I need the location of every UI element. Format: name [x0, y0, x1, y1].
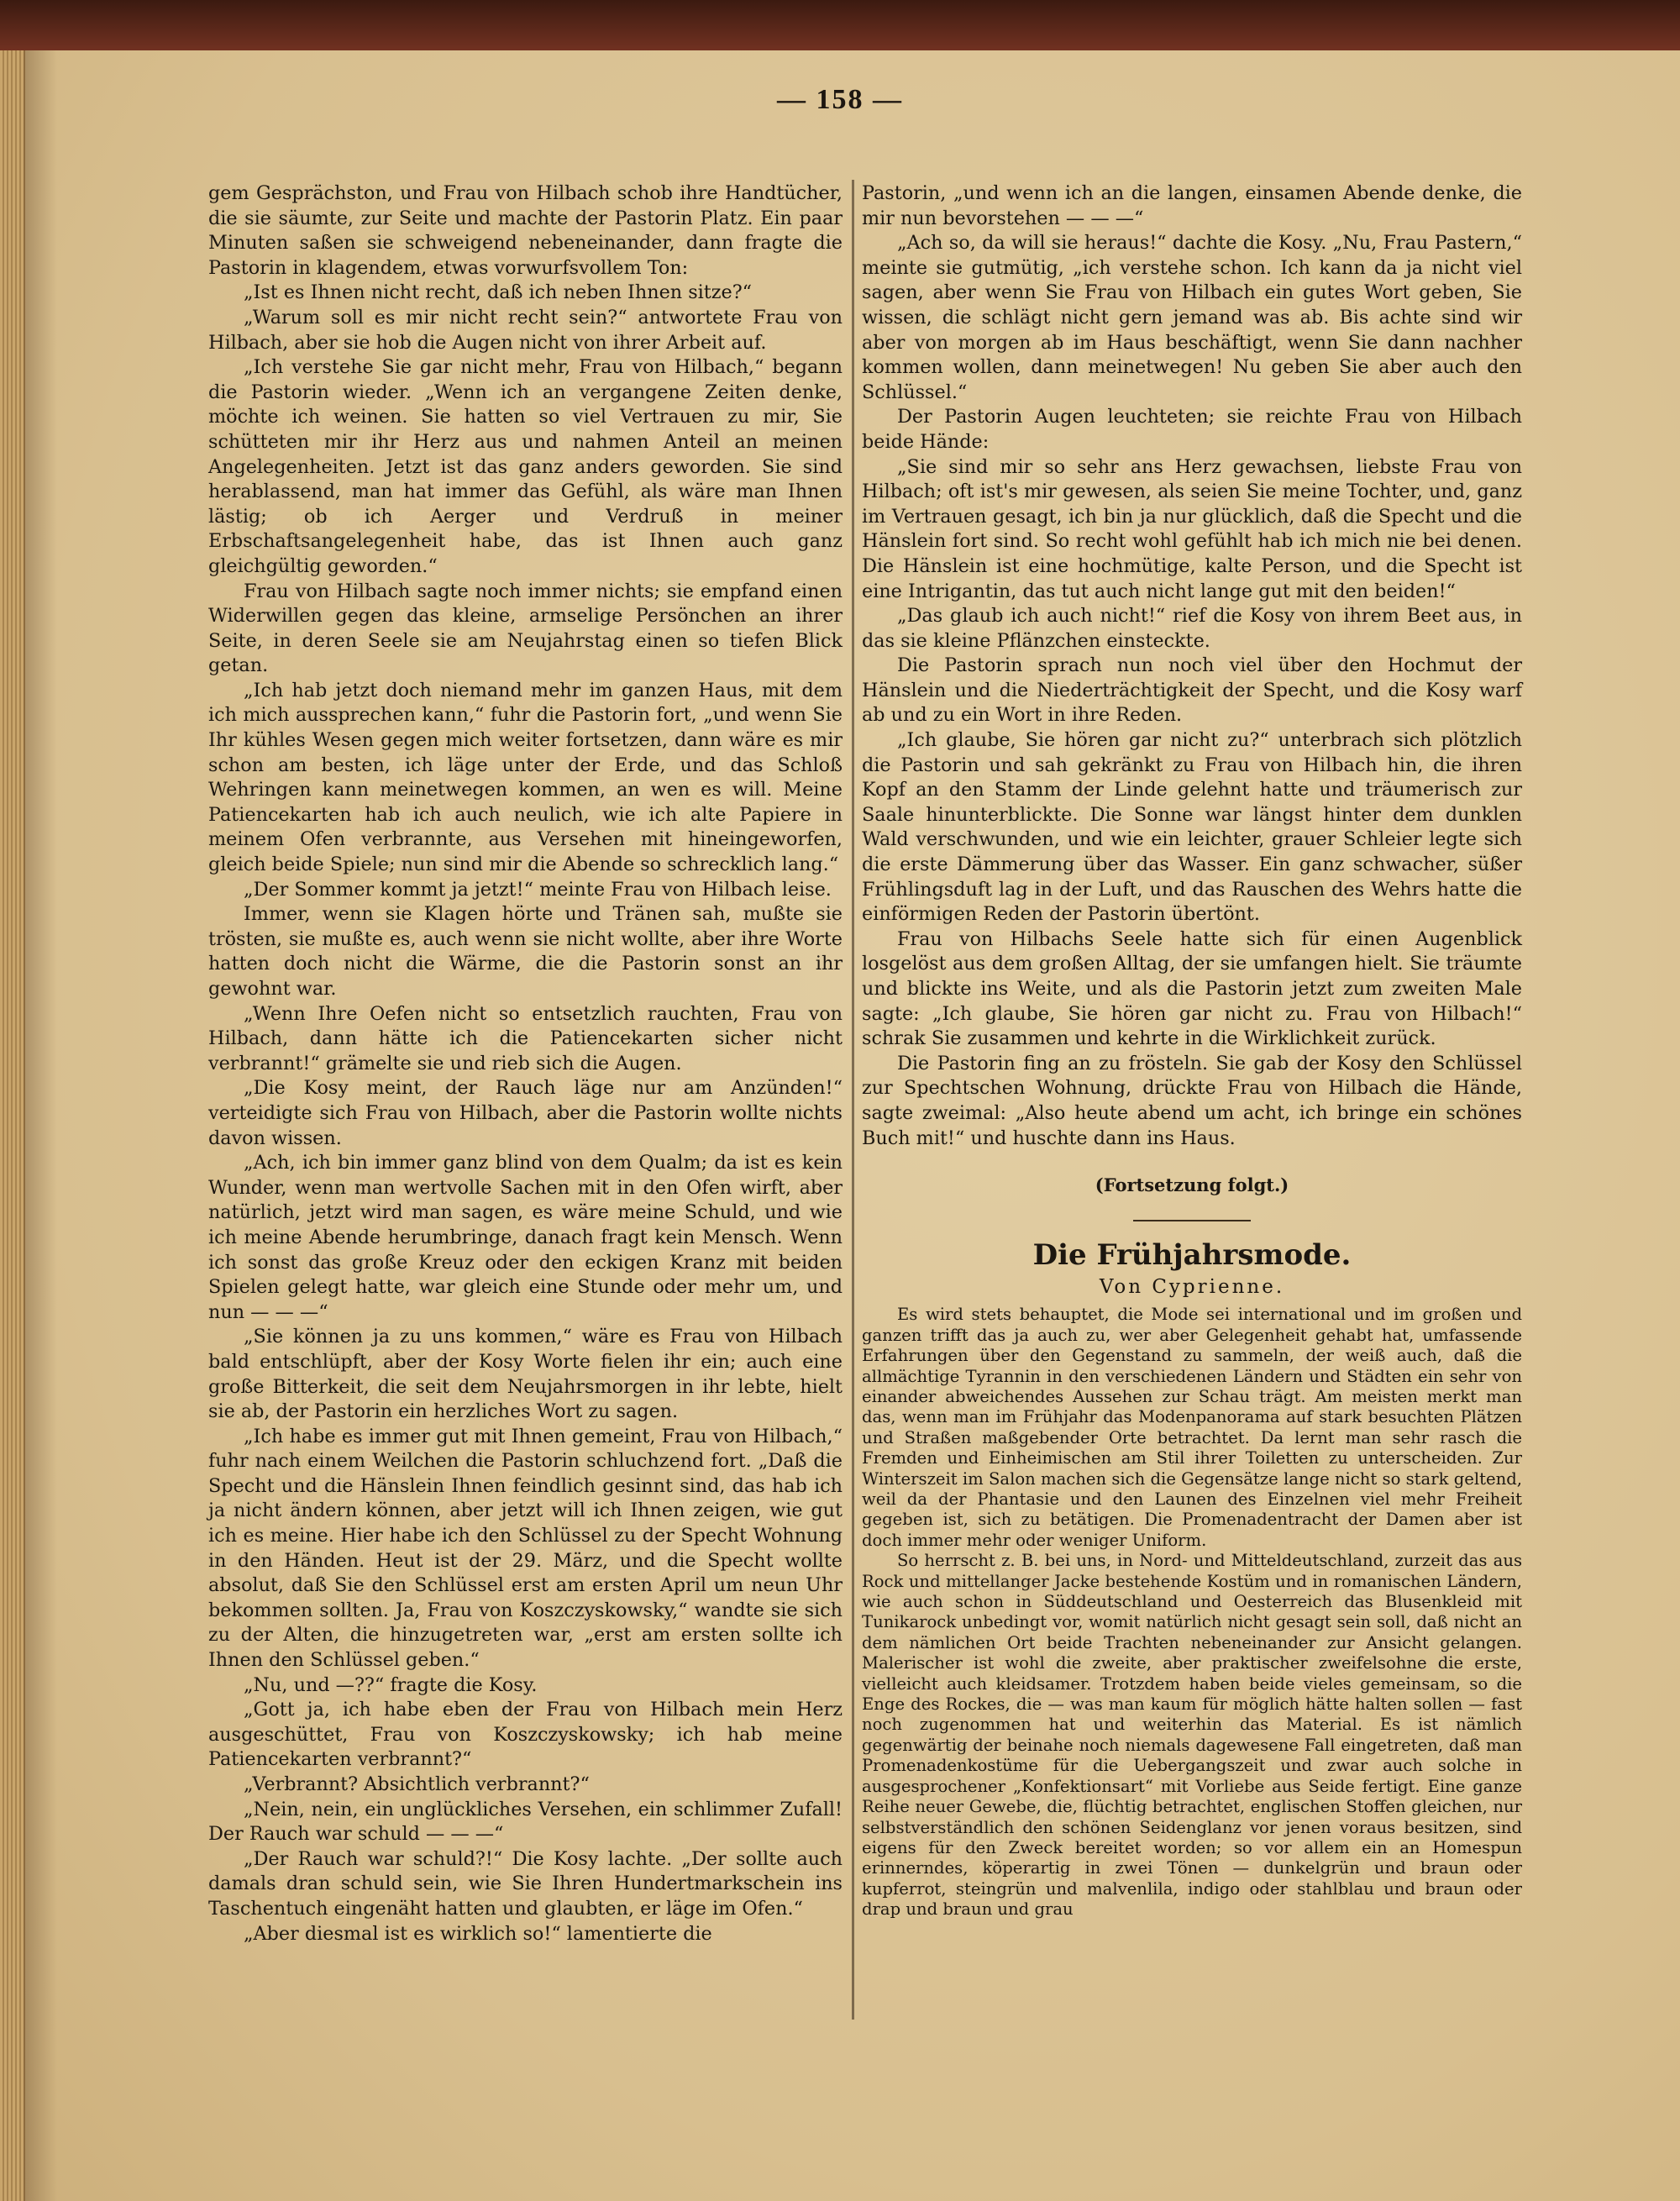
paragraph: Pastorin, „und wenn ich an die langen, einsamen Abende denke, die mir nun bevorstehen — — —“ — [862, 182, 1522, 229]
paragraph: „Ich habe es immer gut mit Ihnen gemeint, Frau von Hilbach,“ fuhr nach einem Weilchen die Pastorin schluchzend fort. „Daß die Specht und die Hänslein Ihnen feindlich gesinnt sind, das hab ich ja nicht ändern können, aber jetzt will ich Ihnen zeigen, wie gut ich es meine. Hier habe ich den Schlüssel zu der Specht Wohnung in den Händen. Heut ist der 29. März, und die Specht wollte absolut, daß Sie den Schlüssel erst am ersten April um neun Uhr bekommen sollten. Ja, Frau von Koszczyskowsky,“ wandte sie sich zu der Alten, die hinzugetreten war, „erst am ersten sollte ich Ihnen den Schlüssel geben.“ — [208, 1425, 843, 1672]
right-column — [862, 181, 1522, 1920]
paragraph: „Die Kosy meint, der Rauch läge nur am Anzünden!“ verteidigte sich Frau von Hilbach, aber die Pastorin wollte nichts davon wissen. — [208, 1077, 843, 1149]
paragraph: „Ach so, da will sie heraus!“ dachte die Kosy. „Nu, Frau Pastern,“ meinte sie gutmütig, „ich verstehe schon. Ich kann da ja nicht viel sagen, aber wenn Sie Frau von Hilbach ein gutes Wort geben, Sie wissen, die schlägt nicht gern jemand was ab. Bis achte sind wir aber von morgen ab im Haus beschäftigt, wenn Sie dann nachher kommen wollen, dann meinetwegen! Nu geben Sie aber auch den Schlüssel.“ — [862, 232, 1522, 403]
paragraph: „Das glaub ich auch nicht!“ rief die Kosy von ihrem Beet aus, in das sie kleine Pflänzchen einsteckte. — [862, 605, 1522, 652]
paragraph: „Gott ja, ich habe eben der Frau von Hilbach mein Herz ausgeschüttet, Frau von Koszczyskowsky; ich hab meine Patiencekarten verbrannt?“ — [208, 1699, 843, 1771]
paragraph: Die Pastorin fing an zu frösteln. Sie gab der Kosy den Schlüssel zur Spechtschen Wohnung, drückte Frau von Hilbach die Hände, sagte zweimal: „Also heute abend um acht, ich bringe ein schönes Buch mit!“ und huschte dann ins Haus. — [862, 1052, 1522, 1149]
paragraph: Frau von Hilbach sagte noch immer nichts; sie empfand einen Widerwillen gegen das kleine, armselige Persönchen an ihrer Seite, in deren Seele sie am Neujahrstag einen so tiefen Blick getan. — [208, 580, 843, 677]
paragraph: Es wird stets behauptet, die Mode sei international und im großen und ganzen trifft das ja auch zu, wer aber Gelegenheit gehabt hat, umfassende Erfahrungen über den Gegenstand zu sammeln, der weiß auch, daß die allmächtige Tyrannin in den verschiedenen Ländern und Städten ein sehr von einander abweichendes Aussehen zur Schau trägt. Am meisten merkt man das, wenn man im Frühjahr das Modenpanorama auf stark besuchten Plätzen und Straßen maßgebender Orte betrachtet. Da lernt man sehr rasch die Fremden und Einheimischen am Stil ihrer Toiletten zu unterscheiden. Zur Winterszeit im Salon machen sich die Gegensätze lange nicht so stark geltend, weil da der Phantasie und den Launen des Einzelnen viel mehr Freiheit gegeben ist, sich zu betätigen. Die Promenadentracht der Damen aber ist doch immer mehr oder weniger Uniform. — [862, 1305, 1522, 1550]
paragraph: „Aber diesmal ist es wirklich so!“ lamentierte die — [244, 1922, 712, 1945]
spine-shadow — [24, 50, 57, 2201]
paragraph: „Der Sommer kommt ja jetzt!“ meinte Frau von Hilbach leise. — [244, 878, 832, 901]
paragraph: „Sie können ja zu uns kommen,“ wäre es Frau von Hilbach bald entschlüpft, aber der Kosy Worte fielen ihr ein; auch eine große Bitterkeit, die seit dem Neujahrsmorgen in ihr lebte, hielt sie ab, der Pastorin ein herzliches Wort zu sagen. — [208, 1326, 843, 1423]
article-byline: Von Cyprienne. — [1099, 1275, 1285, 1298]
paragraph: „Nu, und —??“ fragte die Kosy. — [244, 1673, 538, 1696]
paragraph: „Ich verstehe Sie gar nicht mehr, Frau von Hilbach,“ begann die Pastorin wieder. „Wenn ich an vergangene Zeiten denke, möchte ich weinen. Sie hatten so viel Vertrauen zu mir, Sie schütteten mir ihr Herz aus und nahmen Anteil an meinen Angelegenheiten. Jetzt ist das ganz anders geworden. Sie sind herablassend, man hat immer das Gefühl, als wäre man Ihnen lästig; ob ich Aerger und Verdruß in meiner Erbschaftsangelegenheit habe, das ist Ihnen auch ganz gleichgültig geworden.“ — [208, 356, 843, 577]
page-number: — 158 — — [777, 84, 903, 115]
paragraph: So herrscht z. B. bei uns, in Nord- und Mitteldeutschland, zurzeit das aus Rock und mittellanger Jacke bestehende Kostüm und in romanischen Ländern, wie auch schon in Süddeutschland und Oesterreich das Blusenkleid mit Tunikarock unbedingt vor, womit natürlich nicht gesagt sein soll, daß nicht an dem nämlichen Ort beide Trachten nebeneinander zur Ansicht gelangen. Malerischer ist wohl die zweite, aber praktischer zweifelsohne die erste, vielleicht auch kleidsamer. Trotzdem haben beide vieles gemeinsam, so die Enge des Rockes, die — was man kaum für möglich hätte halten sollen — fast noch zugenommen hat und weiterhin das Material. Es ist nämlich gegenwärtig der beinahe noch niemals dagewesene Fall eingetreten, daß man Promenadenkostüme für die Uebergangszeit und zwar auch solche in ausgesprochener „Konfektionsart“ mit Vorliebe aus Seide fertigt. Eine ganze Reihe neuer Gewebe, die, flüchtig betrachtet, englischen Stoffen gleichen, nur selbstverständlich den schönen Seidenglanz vor jenen voraus besitzen, sind eigens für den Zweck bereitet worden; so vor allem ein an Homespun erinnerndes, köperartig in zwei Tönen — dunkelgrün und braun oder kupferrot, steingrün und malvenlila, indigo oder stahlblau und braun oder drap und braun und grau — [862, 1551, 1522, 1920]
paragraph: Die Pastorin sprach nun noch viel über den Hochmut der Hänslein und die Niederträchtigkeit der Specht, und die Kosy warf ab und zu ein Wort in ihre Reden. — [862, 654, 1522, 727]
paragraph: Der Pastorin Augen leuchteten; sie reichte Frau von Hilbach beide Hände: — [862, 406, 1522, 453]
paragraph: „Der Rauch war schuld?!“ Die Kosy lachte. „Der sollte auch damals dran schuld sein, wie Sie Ihren Hundertmarkschein ins Taschentuch eingenäht hatten und glaubten, er läge im Ofen.“ — [208, 1847, 843, 1920]
article-title: Die Frühjahrsmode. — [1032, 1237, 1352, 1272]
paragraph: „Ich glaube, Sie hören gar nicht zu?“ unterbrach sich plötzlich die Pastorin und sah gekränkt zu Frau von Hilbach hin, die ihren Kopf an den Stamm der Linde gelehnt hatte und träumerisch zur Saale hinunterblickte. Die Sonne war längst hinter dem dunklen Wald verschwunden, und wie ein leichter, grauer Schleier legte sich die erste Dämmerung über das Wasser. Ein ganz schwacher, süßer Frühlingsduft lag in der Luft, und das Rauschen des Wehrs hatte die einförmigen Reden der Pastorin übertönt. — [862, 729, 1522, 926]
section-divider — [1133, 1220, 1251, 1221]
left-column — [208, 181, 843, 1946]
paragraph: „Ich hab jetzt doch niemand mehr im ganzen Haus, mit dem ich mich aussprechen kann,“ fuhr die Pastorin fort, „und wenn Sie Ihr kühles Wesen gegen mich weiter fortsetzen, dann wäre es mir schon am besten, ich läge unter der Erde, und das Schloß Wehringen kann meinetwegen kommen, an wen es will. Meine Patiencekarten hab ich auch neulich, wie ich alte Papiere in meinem Ofen verbrannte, aus Versehen mit hineingeworfen, gleich beide Spiele; nun sind mir die Abende so schrecklich lang.“ — [208, 679, 843, 876]
page-stack-edge — [0, 50, 25, 2201]
paragraph: „Wenn Ihre Oefen nicht so entsetzlich rauchten, Frau von Hilbach, dann hätte ich die Patiencekarten sicher nicht verbrannt!“ grämelte sie und rieb sich die Augen. — [208, 1002, 843, 1074]
paragraph: Immer, wenn sie Klagen hörte und Tränen sah, mußte sie trösten, sie mußte es, auch wenn sie nicht wollte, aber ihre Worte hatten doch nicht die Wärme, die die Pastorin sonst an ihr gewohnt war. — [208, 903, 843, 1000]
paragraph: „Sie sind mir so sehr ans Herz gewachsen, liebste Frau von Hilbach; oft ist's mir gewesen, als seien Sie meine Tochter, und, ganz im Vertrauen gesagt, ich bin ja nur glücklich, daß die Specht und die Hänslein fort sind. So recht wohl gefühlt hab ich mich nie bei denen. Die Hänslein ist eine hochmütige, kalte Person, und die Specht ist eine Intrigantin, das tut auch nicht lange gut mit den beiden!“ — [862, 455, 1522, 602]
paragraph: „Nein, nein, ein unglückliches Versehen, ein schlimmer Zufall! Der Rauch war schuld — — —“ — [208, 1798, 843, 1846]
column-divider — [852, 180, 854, 2020]
continuation-note: (Fortsetzung folgt.) — [1095, 1174, 1289, 1196]
paragraph: „Verbrannt? Absichtlich verbrannt?“ — [244, 1773, 590, 1795]
paragraph: Frau von Hilbachs Seele hatte sich für einen Augenblick losgelöst aus dem großen Alltag, der sie umfangen hielt. Sie träumte und blickte ins Weite, und als die Pastorin jetzt zum zweiten Male sagte: „Ich glaube, Sie hören gar nicht zu. Frau von Hilbach!“ schrak Sie zusammen und kehrte in die Wirklichkeit zurück. — [862, 927, 1522, 1050]
paragraph: „Warum soll es mir nicht recht sein?“ antwortete Frau von Hilbach, aber sie hob die Augen nicht von ihrer Arbeit auf. — [208, 306, 843, 354]
paragraph: gem Gesprächston, und Frau von Hilbach schob ihre Handtücher, die sie säumte, zur Seite und machte der Pastorin Platz. Ein paar Minuten saßen sie schweigend nebeneinander, dann fragte die Pastorin in klagendem, etwas vorwurfsvollem Ton: — [208, 182, 843, 279]
paragraph: „Ist es Ihnen nicht recht, daß ich neben Ihnen sitze?“ — [244, 281, 753, 304]
paragraph: „Ach, ich bin immer ganz blind von dem Qualm; da ist es kein Wunder, wenn man wertvolle Sachen mit in den Ofen wirft, aber natürlich, jetzt wird man sagen, es wäre meine Schuld, und wie ich meine Abende herumbringe, danach fragt kein Mensch. Wenn ich sonst das große Kreuz oder den eckigen Kranz mit beiden Spielen gelegt hatte, war gleich eine Stunde oder mehr um, und nun — — —“ — [208, 1152, 843, 1323]
